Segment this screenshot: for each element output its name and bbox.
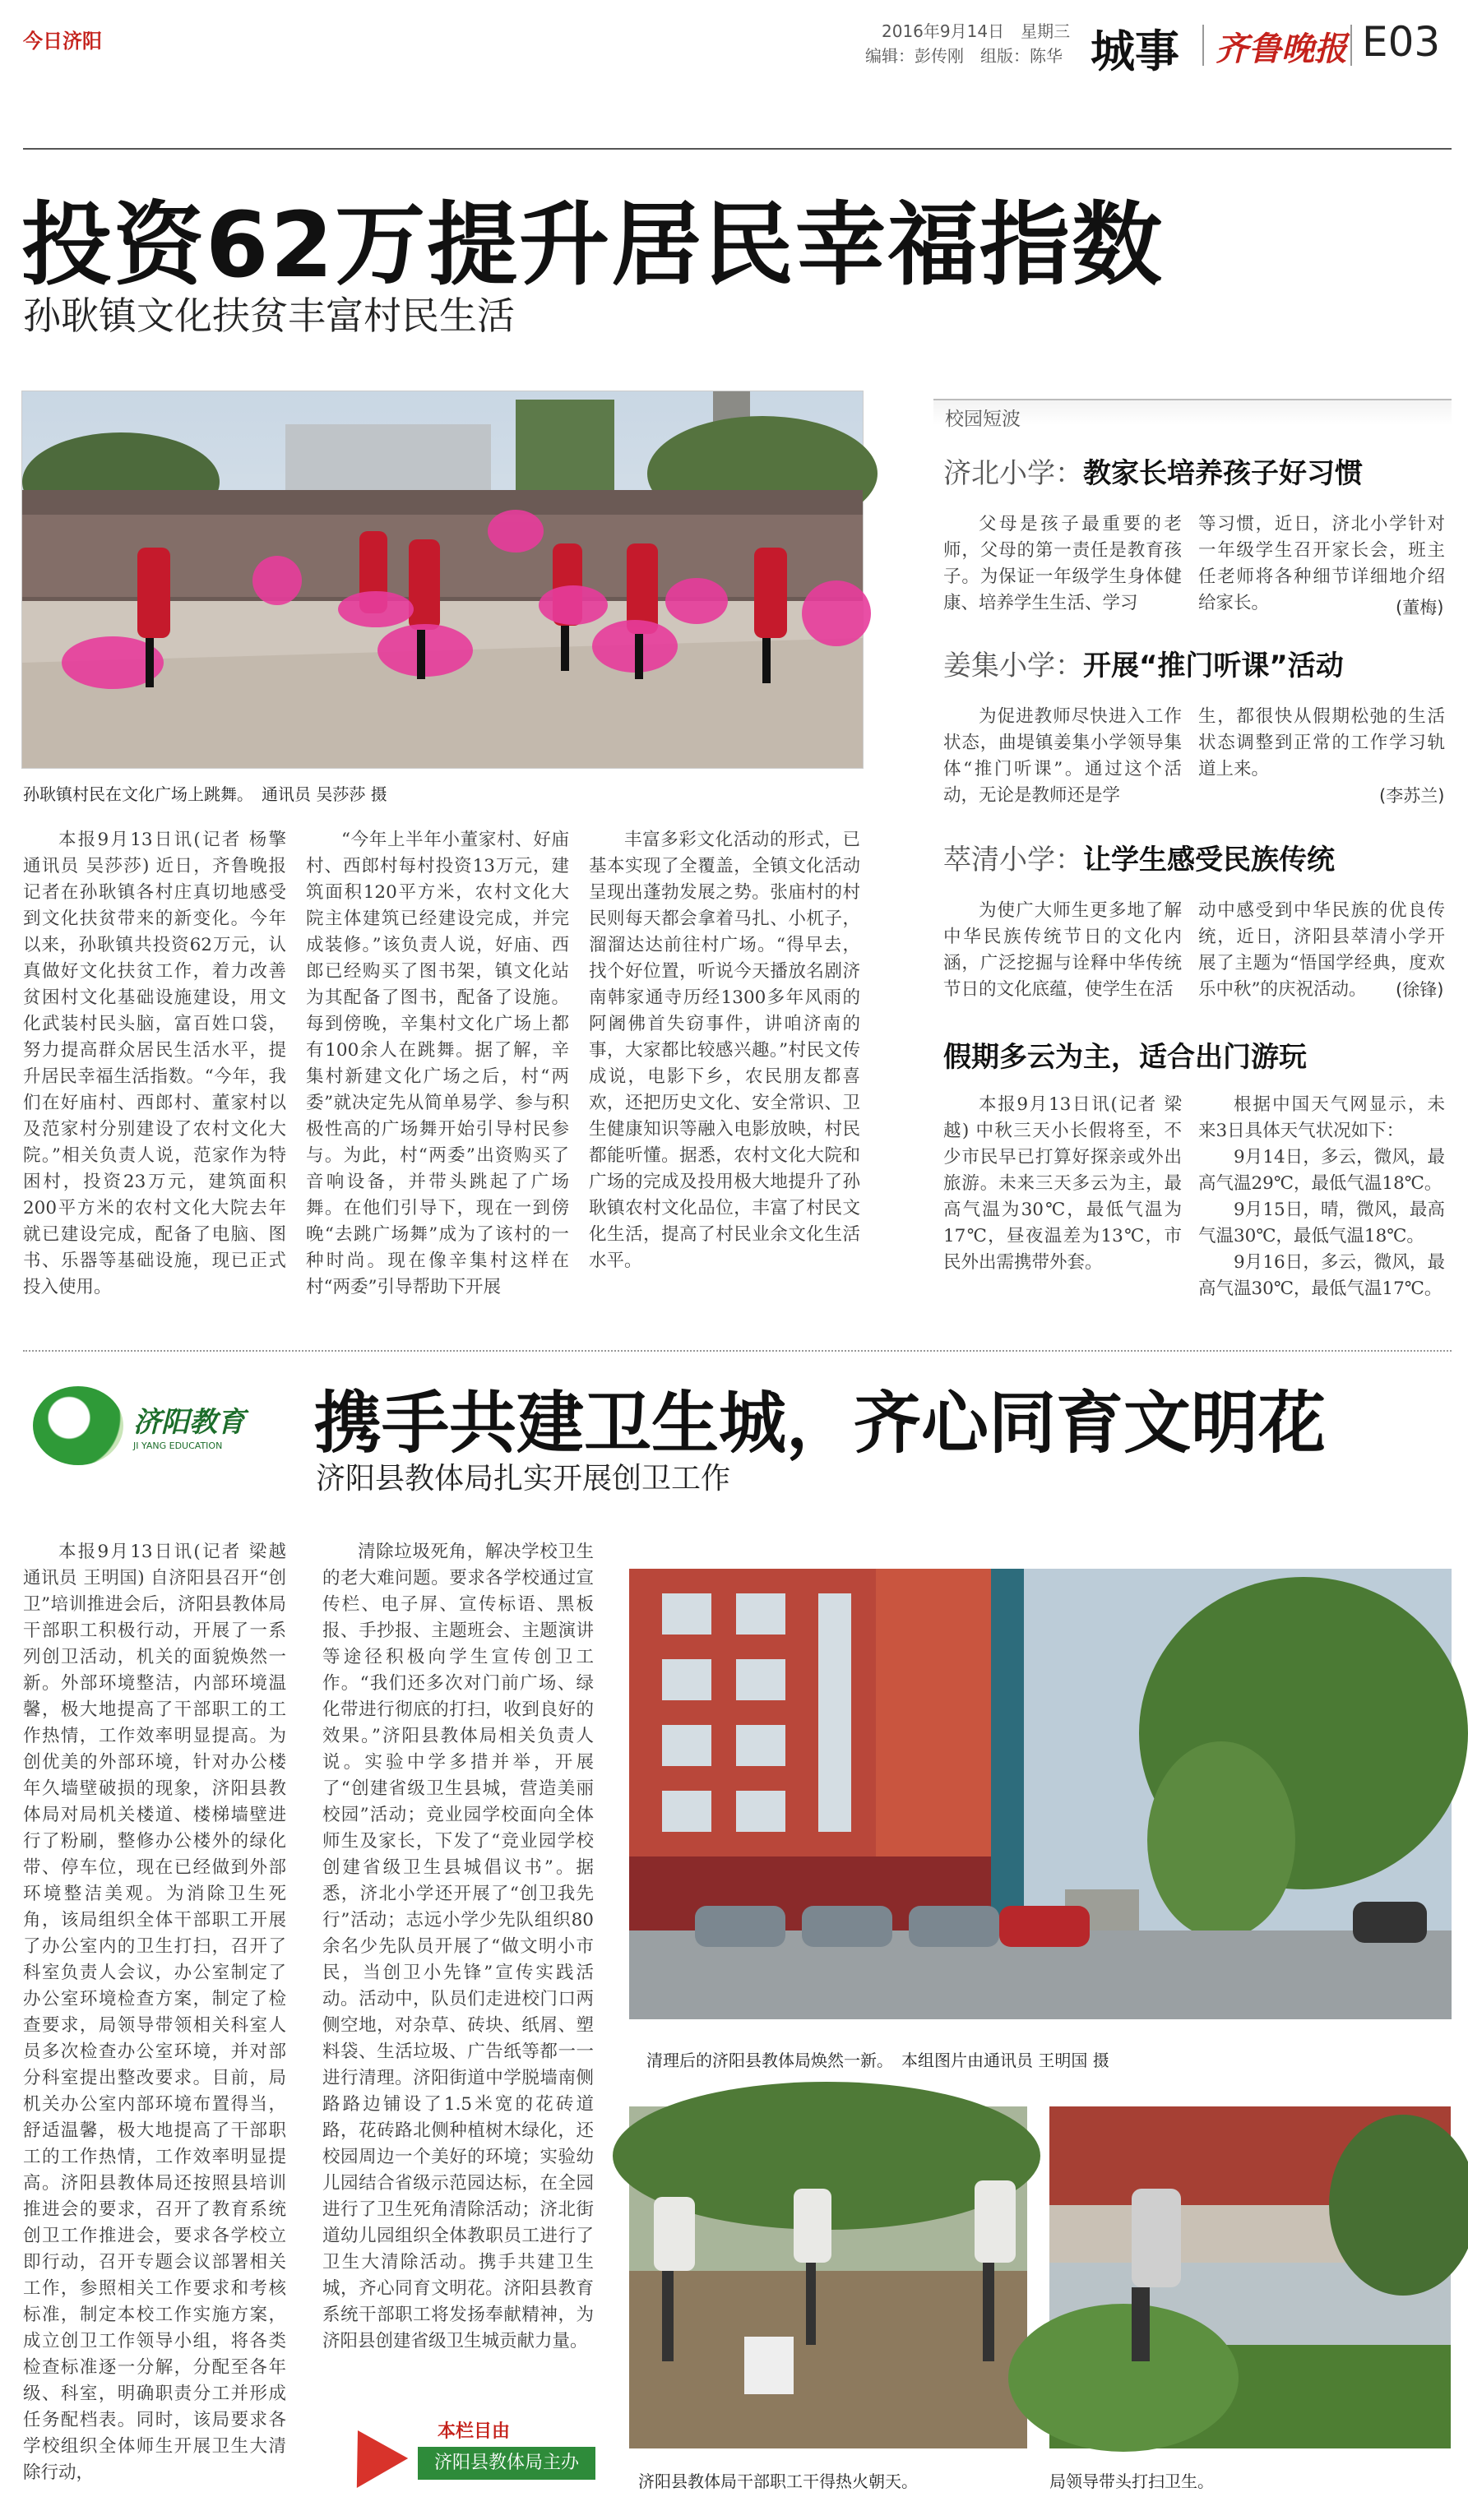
story1-col3	[589, 827, 860, 1320]
news-item-title: 萃清小学：让学生感受民族传统	[943, 844, 1335, 876]
news-item-author: (董梅)	[1396, 598, 1444, 617]
weather-day: 9月16日，多云，微风，最高气温30℃，最低气温17℃。	[1198, 1252, 1445, 1299]
story2-col1	[23, 1539, 286, 2493]
news-item-left	[943, 898, 1182, 1003]
column-sponsor-tag	[336, 2416, 607, 2490]
weather-left	[943, 1092, 1182, 1306]
story1-col1-text: 本报9月13日讯(记者 杨擎 通讯员 吴莎莎) 近日，齐鲁晚报记者在孙耿镇各村庄真切地感受到文化扶贫带来的新变化。今年以来，孙耿镇共投资62万元，认真做好文化扶贫工作，着力改善贫困村文化基础设施建设，用文化武装村民头脑，富百姓口袋，努力提高群众居民生活水平，提升居民幸福生活指数。“今年，我们在好庙村、西郎村、董家村以及范家村分别建设了农村文化大院。”相关负责人说，范家作为特困村，投资23万元，建筑面积200平方米的农村文化大院去年就已建设完成，配备了电脑、图书、乐器等基础设施，现已正式投入使用。	[23, 830, 286, 1297]
news-item-headline: 开展“推门听课”活动	[1083, 650, 1344, 682]
news-item-school: 姜集小学	[943, 650, 1055, 682]
photo-caption-left: 济阳县教体局干部职工干得热火朝天。	[638, 2471, 918, 2491]
story2-col2	[322, 1539, 594, 2416]
news-item-school: 济北小学	[943, 457, 1055, 490]
news-item-left-text: 为促进教师尽快进入工作状态，曲堤镇姜集小学领导集体“推门听课”。通过这个活动，无论是教师还是学	[943, 706, 1182, 806]
section-divider	[23, 1350, 1452, 1352]
divider	[1202, 25, 1204, 66]
edu-logo	[33, 1386, 296, 1477]
weather-intro: 根据中国天气网显示，未来3日具体天气状况如下：	[1198, 1094, 1445, 1141]
news-item-author: (李苏兰)	[1379, 786, 1445, 806]
story2-headline: 携手共建卫生城，齐心同育文明花	[314, 1385, 1327, 1463]
news-item-headline: 教家长培养孩子好习惯	[1083, 457, 1363, 490]
news-item-title: 济北小学：教家长培养孩子好习惯	[943, 457, 1363, 490]
leader-sweeping-photo	[1049, 2106, 1451, 2448]
weather-right	[1198, 1092, 1445, 1306]
photo-caption-main: 清理后的济阳县教体局焕然一新。 本组图片由通讯员 王明国 摄	[646, 2051, 1109, 2070]
story1-col2-text: “今年上半年小董家村、好庙村、西郎村每村投资13万元，建筑面积120平方米，农村文化大院主体建筑已经建设完成，并完成装修。”该负责人说，好庙、西郎已经购买了图书架，镇文化站为其配备了图书，配备了设施。每到傍晚，辛集村文化广场上都有100余人在跳舞。据了解，辛集村新建文化广场之后，村“两委”就决定先从简单易学、参与积极性高的广场舞开始引导村民参与。为此，村“两委”出资购买了音响设备，并带头跳起了广场舞。在他们引导下，现在一到傍晚“去跳广场舞”成为了该村的一种时尚。现在像辛集村这样在村“两委”引导帮助下开展	[306, 830, 569, 1297]
weather-left-text: 本报9月13日讯(记者 梁越) 中秋三天小长假将至，不少市民早已打算好探亲或外出旅游。未来三天多云为主，最高气温为30℃，最低气温为17℃，昼夜温差为13℃，市民外出需携带外套。	[943, 1094, 1182, 1273]
section-label: 今日济阳	[23, 30, 102, 53]
news-item-title: 姜集小学：开展“推门听课”活动	[943, 650, 1344, 682]
edu-logo-subtext: JI YANG EDUCATION	[133, 1440, 223, 1451]
photo1-caption: 孙耿镇村民在文化广场上跳舞。 通讯员 吴莎莎 摄	[23, 784, 387, 804]
paper-logo: 齐鲁晚报	[1216, 30, 1347, 68]
page-number: E03	[1362, 18, 1441, 66]
divider	[1350, 25, 1352, 66]
dance-photo	[21, 391, 864, 769]
story2-subhead: 济阳县教体局扎实开展创卫工作	[316, 1462, 731, 1496]
news-item-right-text: 生，都很快从假期松弛的生活状态调整到正常的工作学习轨道上来。	[1198, 706, 1445, 779]
date-line: 2016年9月14日 星期三	[882, 21, 1071, 41]
news-box	[933, 386, 1452, 1315]
news-box-label: 校园短波	[945, 409, 1021, 430]
story2-col1-text: 本报9月13日讯(记者 梁越 通讯员 王明国) 自济阳县召开“创卫”培训推进会后，济阳县教体局干部职工积极行动，开展了一系列创卫活动，机关的面貌焕然一新。外部环境整洁，内部环境温馨，极大地提高了干部职工的工作热情，工作效率明显提高。为创优美的外部环境，针对办公楼年久墙壁破损的现象，济阳县教体局对局机关楼道、楼梯墙壁进行了粉刷，整修办公楼外的绿化带、停车位，现在已经做到外部环境整洁美观。为消除卫生死角，该局组织全体干部职工开展了办公室内的卫生打扫，召开了科室负责人会议，办公室制定了办公室环境检查方案，制定了检查要求，局领导带领相关科室人员多次检查办公室环境，并对部分科室提出整改要求。目前，局机关办公室内部环境布置得当，舒适温馨，极大地提高了干部职工的工作热情，工作效率明显提高。济阳县教体局还按照县培训推进会的要求，召开了教育系统创卫工作推进会，要求各学校立即行动，召开专题会议部署相关工作，参照相关工作要求和考核标准，制定本校工作实施方案，成立创卫工作领导小组，将各类检查标准逐一分解，分配至各年级、科室，明确职责分工并形成任务配档表。同时，该局要求各学校组织全体师生开展卫生大清除行动，	[23, 1542, 286, 2483]
story1-col2	[306, 827, 569, 1320]
sponsor-tag-top: 本栏目由	[438, 2421, 511, 2442]
news-item-left	[943, 704, 1182, 809]
story1-col3-text: 丰富多彩文化活动的形式，已基本实现了全覆盖，全镇文化活动呈现出蓬勃发展之势。张庙村的村民则每天都会拿着马扎、小杌子，溜溜达达前往村广场。“得早去，找个好位置，听说今天播放名剧济南韩家通寺历经1300多年风雨的阿阇佛首失窃事件，讲咱济南的事，大家都比较感兴趣。”村民文传成说，电影下乡，农民朋友都喜欢，还把历史文化、安全常识、卫生健康知识等融入电影放映，村民都能听懂。据悉，农村文化大院和广场的完成及投用极大地提升了孙耿镇农村文化品位，丰富了村民文化生活，提高了村民业余文化生活水平。	[589, 830, 860, 1271]
pencil-icon	[332, 2416, 408, 2488]
news-item-headline: 让学生感受民族传统	[1083, 844, 1335, 876]
sponsor-tag-bottom: 济阳县教体局主办	[418, 2447, 595, 2480]
news-item-right-text: 动中感受到中华民族的优良传统，近日，济阳县萃清小学开展了主题为“悟国学经典，度欢乐中秋”的庆祝活动。	[1198, 900, 1445, 1000]
story1-col1	[23, 827, 286, 1320]
news-item-author: (徐锋)	[1396, 980, 1444, 1000]
story1-subhead: 孙耿镇文化扶贫丰富村民生活	[23, 294, 515, 338]
news-item-left-text: 父母是孩子最重要的老师，父母的第一责任是教育孩子。为保证一年级学生身体健康、培养学生生活、学习	[943, 514, 1182, 613]
story2-col2-text: 清除垃圾死角，解决学校卫生的老大难问题。要求各学校通过宣传栏、电子屏、宣传标语、黑板报、手抄报、主题班会、主题演讲等途径积极向学生宣传创卫工作。“我们还多次对门前广场、绿化带进行彻底的打扫，收到良好的效果。”济阳县教体局相关负责人说。实验中学多措并举，开展了“创建省级卫生县城，营造美丽校园”活动；竞业园学校面向全体师生及家长，下发了“竞业园学校创建省级卫生县城倡议书”。据悉，济北小学还开展了“创卫我先行”活动；志远小学少先队组织80余名少先队员开展了“做文明小市民，当创卫小先锋”宣传实践活动。活动中，队员们走进校门口两侧空地，对杂草、砖块、纸屑、塑料袋、生活垃圾、广告纸等都一一进行清理。济阳街道中学脱墙南侧路路边铺设了1.5米宽的花砖道路，花砖路北侧种植树木绿化，还校园周边一个美好的环境；实验幼儿园结合省级示范园达标，在全园进行了卫生死角清除活动；济北街道幼儿园组织全体教职员工进行了卫生大清除活动。携手共建卫生城，齐心同育文明花。济阳县教育系统干部职工将发扬奉献精神，为济阳县创建省级卫生城贡献力量。	[322, 1542, 594, 2351]
news-box-label-bar	[933, 399, 1452, 430]
weather-day: 9月14日，多云，微风，最高气温29℃，最低气温18℃。	[1198, 1147, 1445, 1194]
news-item-left	[943, 511, 1182, 620]
weather-title: 假期多云为主，适合出门游玩	[943, 1041, 1307, 1074]
office-building-photo	[629, 1569, 1452, 2019]
news-item-left-text: 为使广大师生更多地了解中华民族传统节日的文化内涵，广泛挖掘与诠释中华传统节日的文化底蕴，使学生在活	[943, 900, 1182, 1000]
news-item-school: 萃清小学	[943, 844, 1055, 876]
edu-logo-text: 济阳教育	[133, 1406, 245, 1439]
news-item-right-text: 等习惯，近日，济北小学针对一年级学生召开家长会，班主任老师将各种细节详细地介绍给家长。	[1198, 514, 1445, 613]
header-rule	[23, 148, 1452, 150]
news-item-right	[1198, 704, 1445, 783]
story1-headline: 投资62万提升居民幸福指数	[21, 192, 1165, 298]
staff-working-photo	[629, 2106, 1027, 2448]
editor-line: 编辑：彭传刚 组版：陈华	[865, 46, 1063, 66]
weather-day: 9月15日，晴，微风，最高气温30℃，最低气温18℃。	[1198, 1200, 1445, 1246]
column-name: 城事	[1091, 25, 1179, 77]
edu-logo-emblem	[33, 1386, 123, 1465]
photo-caption-right: 局领导带头打扫卫生。	[1049, 2471, 1214, 2491]
